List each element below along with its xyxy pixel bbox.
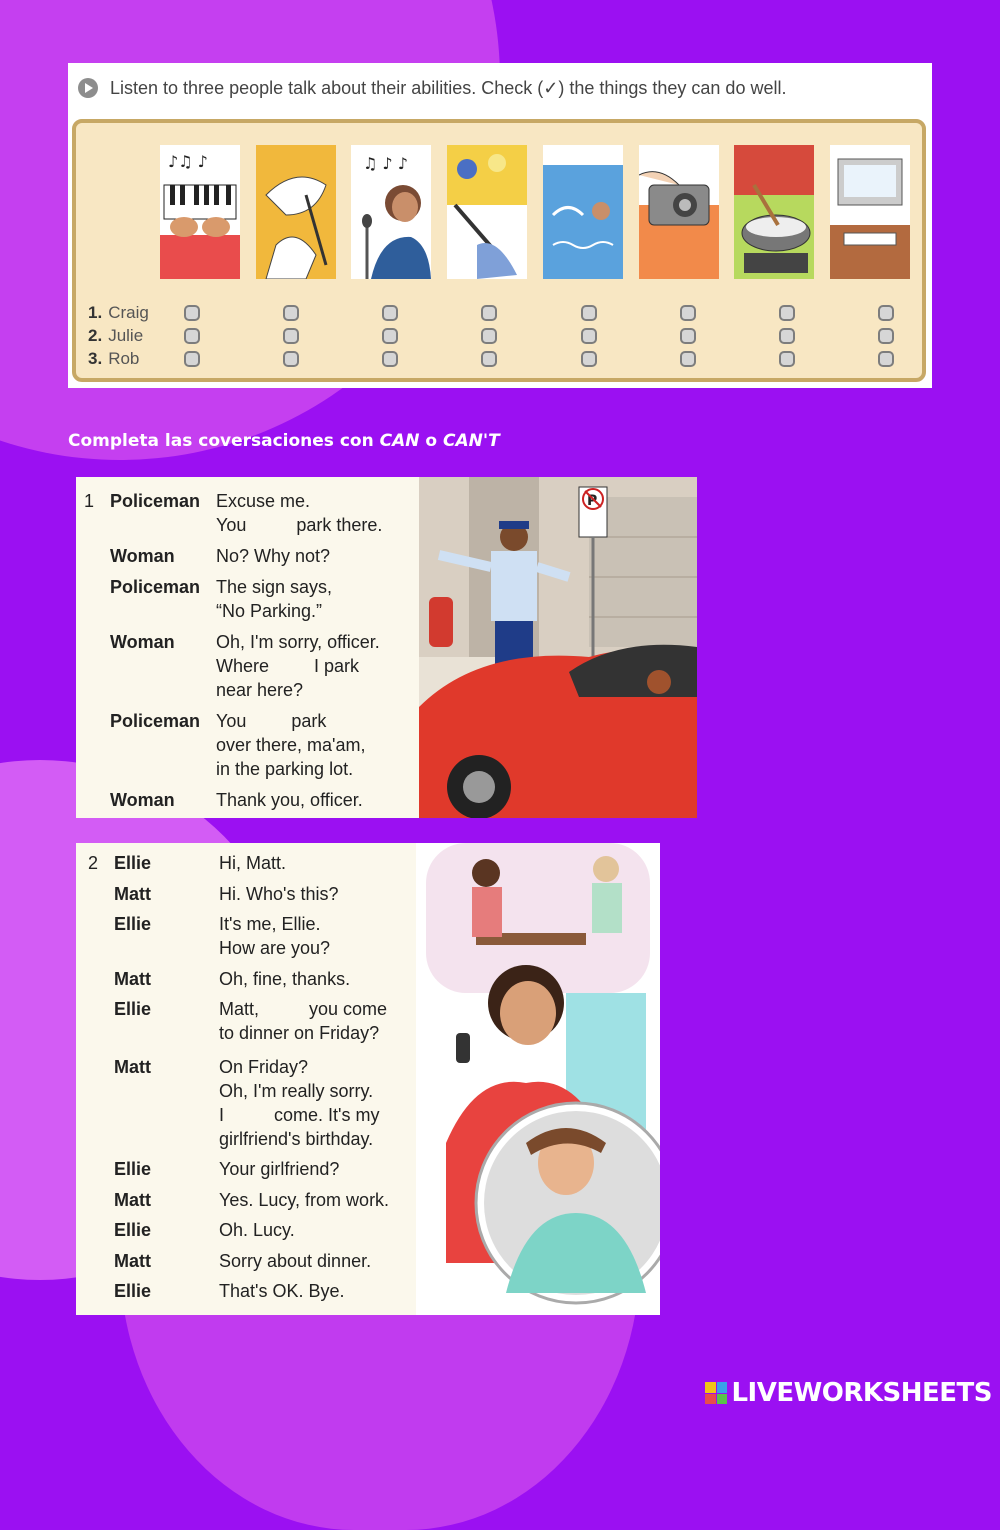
checkbox[interactable] (779, 305, 795, 321)
dialogue-line: It's me, Ellie. How are you? (219, 914, 331, 958)
person-row (88, 347, 149, 370)
checkbox-row-julie (184, 328, 894, 351)
speaker-label: Ellie (114, 1159, 152, 1179)
heading-cant: CAN'T (443, 431, 500, 451)
piano-icon (160, 145, 240, 279)
speaker-label: Policeman (110, 711, 201, 731)
person-row (88, 324, 149, 347)
speaker-label: Ellie (114, 999, 152, 1019)
logo-icon (705, 1382, 727, 1404)
people-list (88, 301, 149, 370)
logo-text: LIVEWORKSHEETS (731, 1378, 992, 1408)
exercise-header (68, 63, 932, 113)
checkbox[interactable] (779, 351, 795, 367)
svg-text:P: P (587, 493, 598, 509)
liveworksheets-logo[interactable] (705, 1378, 992, 1408)
dialogue-line: No? Why not? (216, 546, 331, 566)
conversation-card-2 (76, 843, 660, 1315)
dialogue-line: Thank you, officer. (216, 790, 363, 810)
checkbox-row-rob (184, 351, 894, 374)
speaker-label: Policeman (110, 577, 201, 597)
person-name: Craig (108, 303, 149, 322)
speaker-label: Matt (114, 1251, 151, 1271)
checkbox[interactable] (184, 328, 200, 344)
heading-can: CAN (379, 431, 420, 451)
checkbox[interactable] (283, 305, 299, 321)
speaker-label: Matt (114, 1190, 151, 1210)
dialogue-line: Excuse me. You park there. (216, 491, 383, 535)
speaker-label: Woman (110, 790, 175, 810)
dialogue-line: On Friday? Oh, I'm really sorry. I come. It's my girlfriend's birthday. (219, 1057, 380, 1149)
checkbox[interactable] (382, 305, 398, 321)
person-name: Rob (108, 349, 140, 368)
heading-text: Completa las coversaciones con (68, 431, 380, 451)
checkbox[interactable] (481, 305, 497, 321)
painting-icon (447, 145, 527, 279)
speaker-label: Policeman (110, 491, 201, 511)
ability-pictures (160, 145, 910, 279)
checkbox[interactable] (581, 351, 597, 367)
person-number: 1. (88, 303, 103, 322)
conversation-number: 1 (84, 491, 95, 511)
checkbox[interactable] (878, 328, 894, 344)
camera-icon (639, 145, 719, 279)
dialogue-line: Your girlfriend? (219, 1159, 340, 1179)
speaker-label: Ellie (114, 1220, 152, 1240)
section-heading (68, 431, 500, 451)
checkbox[interactable] (680, 328, 696, 344)
conversation-card-1 (76, 477, 697, 818)
checkbox-row-craig (184, 305, 894, 328)
dialogue-line: Hi, Matt. (219, 853, 287, 873)
parking-illustration (419, 477, 697, 818)
checkbox[interactable] (382, 328, 398, 344)
checkbox[interactable] (184, 351, 200, 367)
speaker-label: Ellie (114, 1281, 152, 1301)
knitting-icon (256, 145, 336, 279)
checkbox-grid (184, 305, 894, 374)
speaker-label: Ellie (114, 914, 152, 934)
singing-icon (351, 145, 431, 279)
dialogue-line: Oh. Lucy. (219, 1220, 295, 1240)
checkbox[interactable] (283, 328, 299, 344)
svg-text:♪♫ ♪: ♪♫ ♪ (168, 152, 208, 171)
checkbox[interactable] (581, 328, 597, 344)
dialogue-line: Sorry about dinner. (219, 1251, 372, 1271)
checkbox[interactable] (283, 351, 299, 367)
computer-icon (830, 145, 910, 279)
cooking-icon (734, 145, 814, 279)
dialogue-line: Oh, fine, thanks. (219, 969, 351, 989)
checkbox[interactable] (878, 305, 894, 321)
speaker-label: Woman (110, 546, 175, 566)
person-number: 2. (88, 326, 103, 345)
phone-call-illustration (416, 843, 660, 1315)
exercise-panel (72, 119, 926, 382)
listening-exercise (68, 63, 932, 388)
dialogue-line: That's OK. Bye. (219, 1281, 345, 1301)
checkbox[interactable] (184, 305, 200, 321)
person-name: Julie (108, 326, 144, 345)
dialogue-line: Oh, I'm sorry, officer. Where I park near here? (216, 632, 380, 700)
dialogue-line: The sign says, “No Parking.” (216, 577, 333, 621)
play-audio-icon[interactable] (78, 78, 98, 98)
speaker-label: Matt (114, 884, 151, 904)
checkbox[interactable] (581, 305, 597, 321)
person-number: 3. (88, 349, 103, 368)
swimming-icon (543, 145, 623, 279)
heading-text: o (419, 431, 444, 451)
checkbox[interactable] (481, 328, 497, 344)
exercise-instruction: Listen to three people talk about their abilities. Check (✓) the things they can do well. (110, 77, 787, 98)
checkbox[interactable] (878, 351, 894, 367)
person-row (88, 301, 149, 324)
svg-text:♫ ♪ ♪: ♫ ♪ ♪ (363, 154, 409, 173)
dialogue-line: Yes. Lucy, from work. (219, 1190, 390, 1210)
speaker-label: Woman (110, 632, 175, 652)
checkbox[interactable] (680, 351, 696, 367)
checkbox[interactable] (481, 351, 497, 367)
checkbox[interactable] (382, 351, 398, 367)
checkbox[interactable] (779, 328, 795, 344)
checkbox[interactable] (680, 305, 696, 321)
speaker-label: Ellie (114, 853, 152, 873)
speaker-label: Matt (114, 1057, 151, 1077)
dialogue-line: Matt, you come to dinner on Friday? (219, 999, 388, 1043)
dialogue-line: You park over there, ma'am, in the parking lot. (216, 711, 366, 779)
speaker-label: Matt (114, 969, 151, 989)
conversation-number: 2 (88, 853, 99, 873)
dialogue-line: Hi. Who's this? (219, 884, 339, 904)
